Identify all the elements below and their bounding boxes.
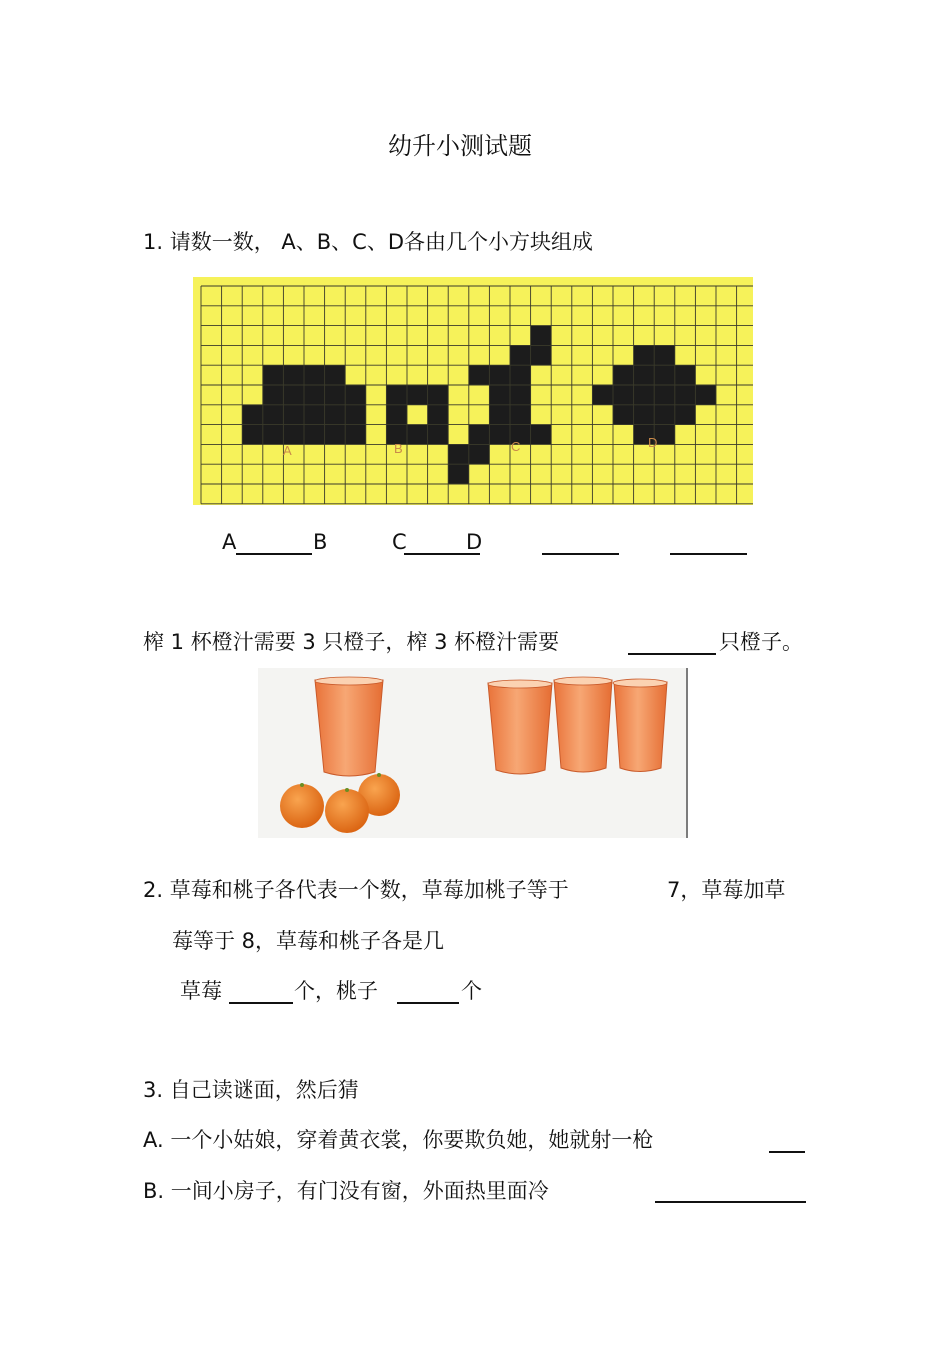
juice-blank[interactable] (628, 653, 716, 655)
juice-prompt: 榨 1 杯橙汁需要 3 只橙子，榨 3 杯橙汁需要 (143, 630, 560, 654)
juice-glass-triple-3 (613, 679, 667, 772)
juice-glass-single (315, 677, 383, 776)
q1-prompt: 1. 请数一数， A、B、C、D各由几个小方块组成 (143, 230, 593, 254)
juice-glass-triple-2 (554, 677, 612, 772)
peach-unit: 个 (461, 979, 482, 1003)
answer-blank-a[interactable] (236, 553, 312, 555)
figure-label-b: B (394, 441, 403, 456)
q2-line1b: 7，草莓加草 (667, 878, 786, 902)
q2-line1: 2. 草莓和桃子各代表一个数，草莓加桃子等于 (143, 878, 569, 902)
riddle-b-blank[interactable] (655, 1201, 806, 1203)
block-grid-figure (193, 277, 753, 505)
riddle-a: A. 一个小姑娘，穿着黄衣裳，你要欺负她，她就射一枪 (143, 1128, 654, 1152)
figure-label-c: C (511, 439, 521, 454)
strawberry-label: 草莓 (180, 979, 222, 1003)
figure-label-a: A (283, 443, 292, 458)
peach-blank[interactable] (397, 1002, 459, 1004)
answer-label-d: D (466, 530, 483, 554)
figure-label-d: D (648, 435, 658, 450)
juice-suffix: 只橙子。 (719, 630, 803, 654)
juice-figure (258, 668, 690, 838)
page-title: 幼升小测试题 (388, 132, 532, 160)
juice-glass-triple-1 (488, 680, 552, 774)
answer-blank-c[interactable] (542, 553, 619, 555)
strawberry-blank[interactable] (229, 1002, 293, 1004)
q3-prompt: 3. 自己读谜面，然后猜 (143, 1078, 359, 1102)
answer-label-a: A (222, 530, 237, 554)
answer-label-b: B (313, 530, 328, 554)
peach-label: 个，桃子 (294, 979, 378, 1003)
orange-3 (325, 789, 369, 833)
orange-1 (280, 784, 324, 828)
q2-line2: 莓等于 8，草莓和桃子各是几 (172, 929, 445, 953)
riddle-b: B. 一间小房子，有门没有窗，外面热里面冷 (143, 1179, 549, 1203)
grid-cells (193, 277, 753, 505)
answer-blank-d[interactable] (670, 553, 747, 555)
answer-label-c: C (392, 530, 407, 554)
riddle-a-blank[interactable] (769, 1151, 805, 1153)
